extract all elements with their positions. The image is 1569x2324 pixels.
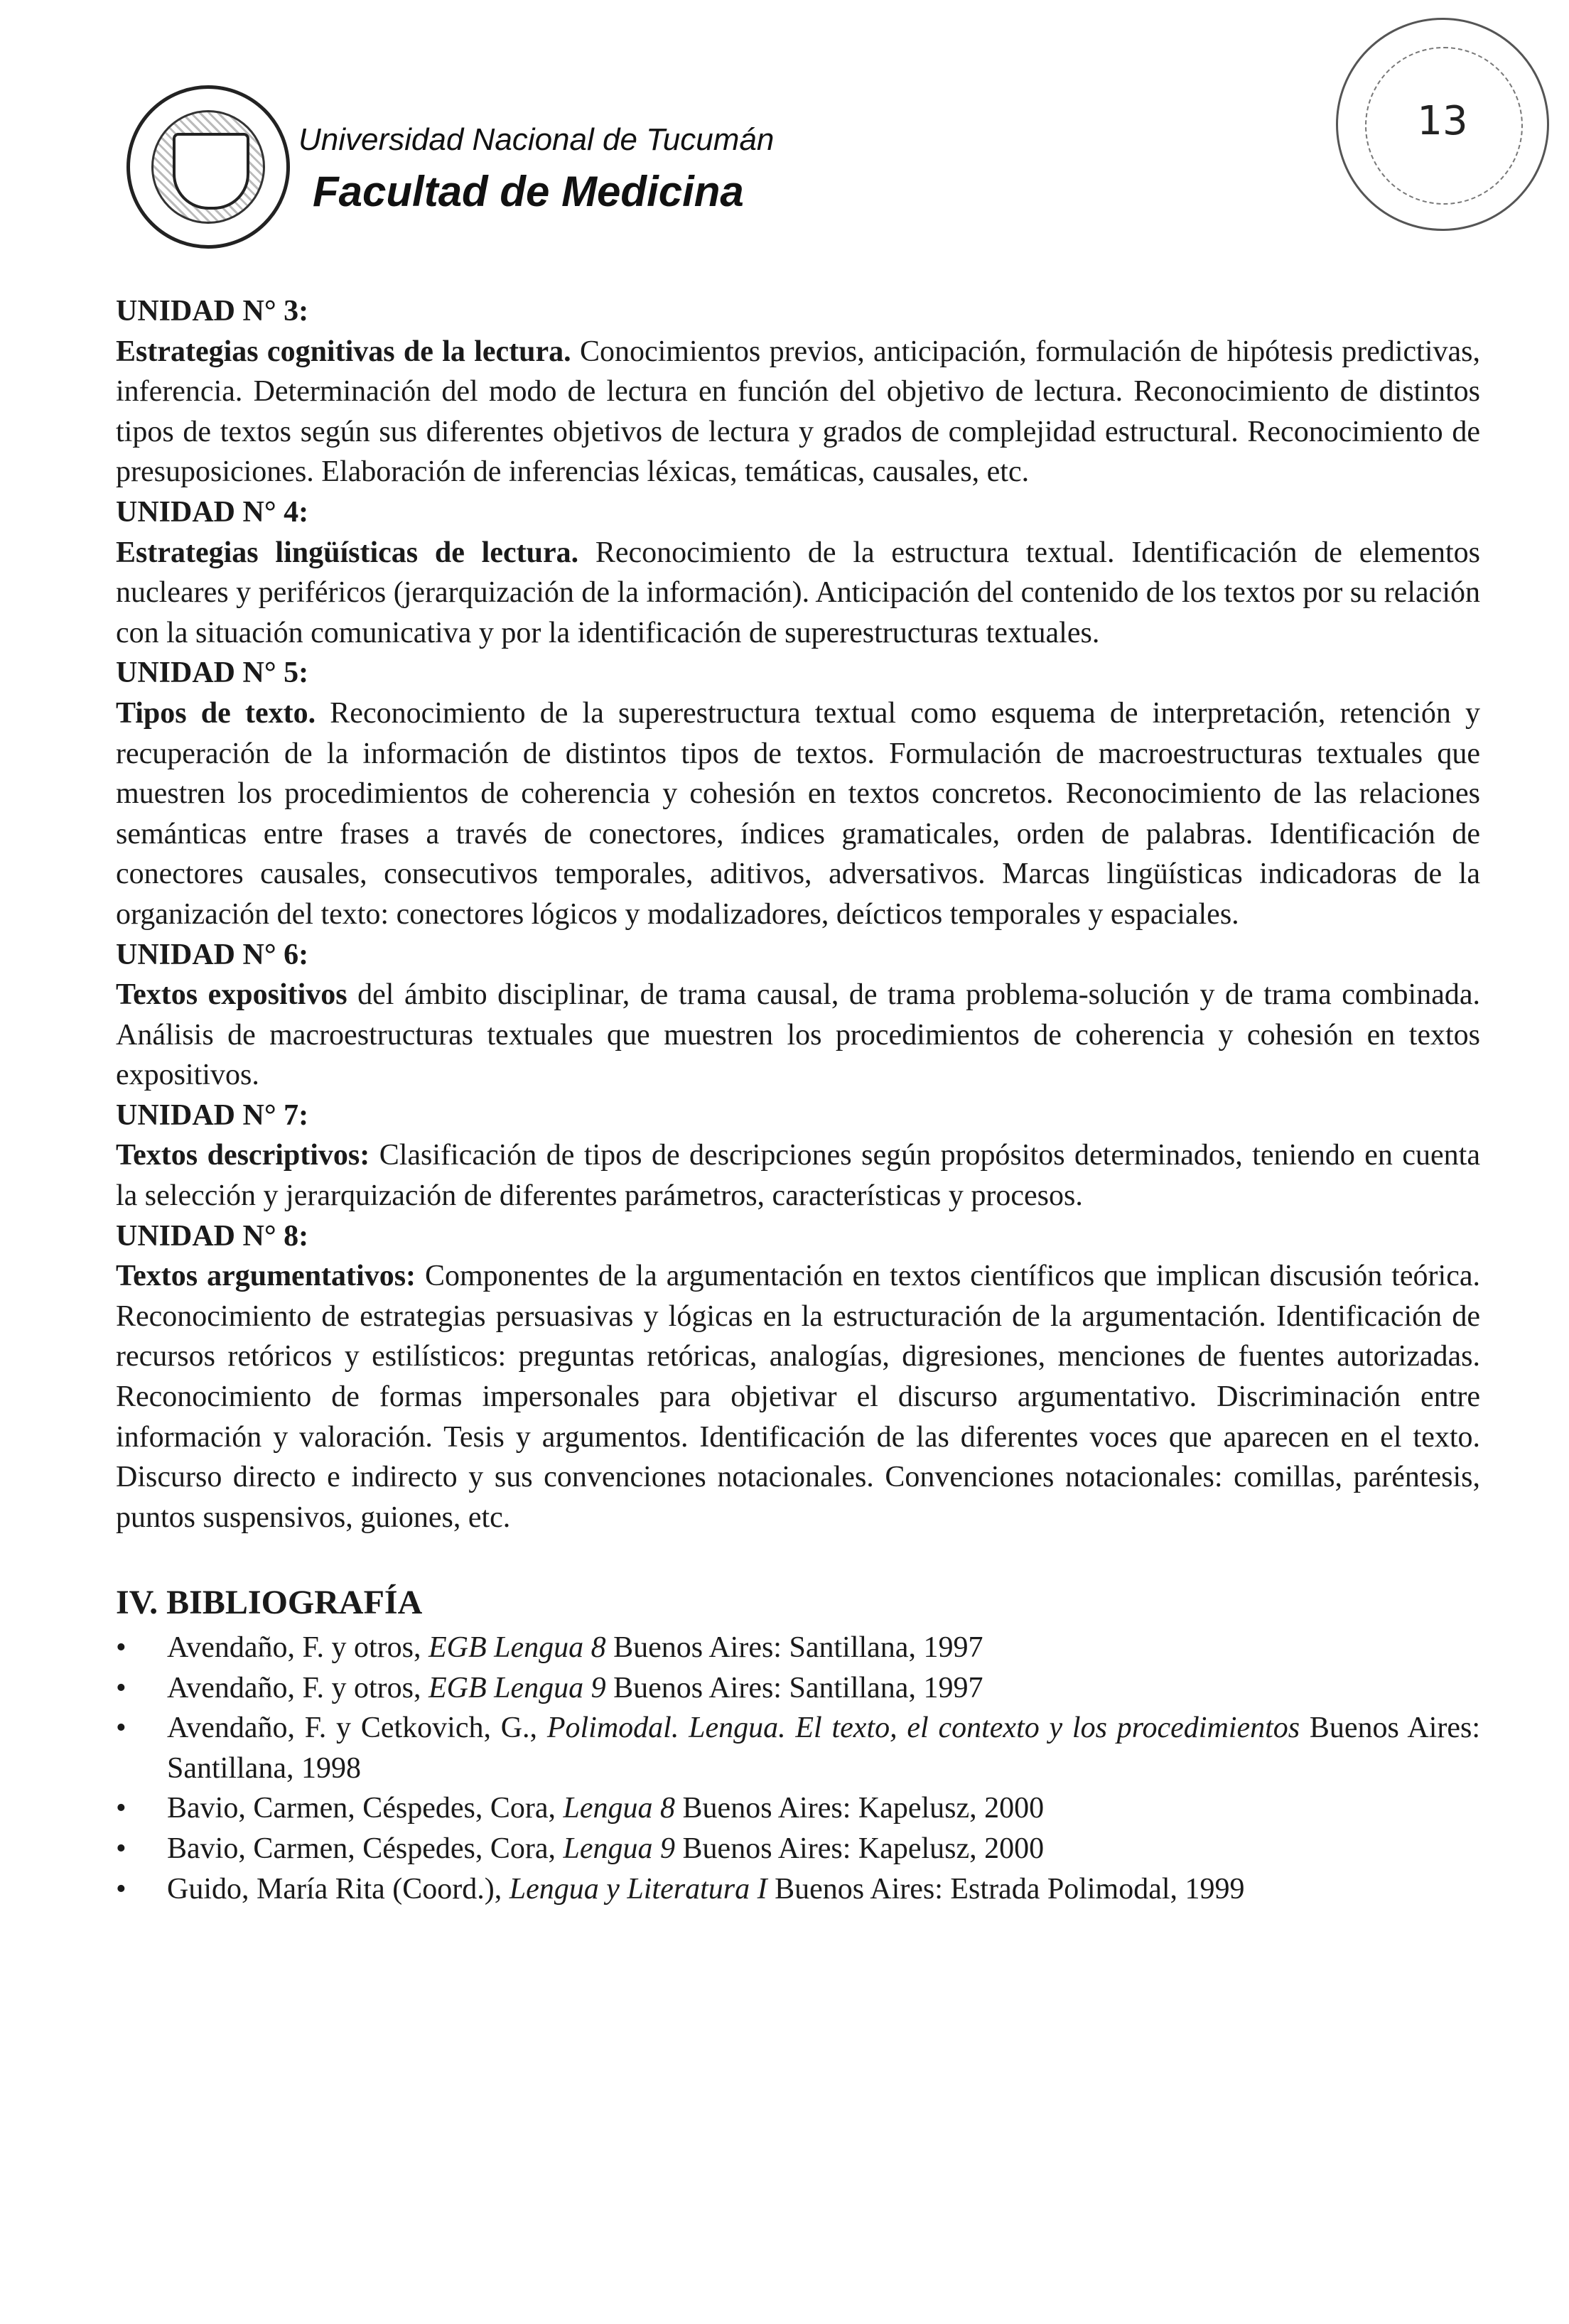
- bib-author: Bavio, Carmen, Céspedes, Cora,: [167, 1792, 564, 1825]
- unit-3-lead: Estrategias cognitivas de la lectura.: [116, 335, 571, 368]
- bibliography-item: [116, 1628, 1480, 1668]
- bibliography-title: IV. BIBLIOGRAFÍA: [116, 1584, 423, 1622]
- bib-author: Bavio, Carmen, Céspedes, Cora,: [167, 1832, 564, 1865]
- bib-author: Avendaño, F. y otros,: [167, 1671, 428, 1704]
- unit-3-paragraph: [116, 332, 1480, 492]
- bib-title: EGB Lengua 9: [428, 1671, 606, 1704]
- bib-author: Avendaño, F. y Cetkovich, G.,: [167, 1712, 547, 1745]
- bib-publisher: Buenos Aires: Kapelusz, 2000: [675, 1792, 1045, 1825]
- unit-8-body: Componentes de la argumentación en textos científicos que implican discusión teórica. Reconocimiento de estrategias persuasivas y lógicas en la estructuración de la argumentación. Identificación de recursos retóricos y estilísticos: preguntas retóricas, analogías, digresiones, menciones de fuentes autorizadas. Reconocimiento de formas impersonales para objetivar el discurso argumentativo. Discriminación entre información y valoración. Tesis y argumentos. Identificación de las diferentes voces que aparecen en el texto. Discurso directo e indirecto y sus convenciones notacionales. Convenciones notacionales: comillas, paréntesis, puntos suspensivos, guiones, etc.: [116, 1260, 1480, 1534]
- unit-5-paragraph: [116, 693, 1480, 935]
- unit-6-lead: Textos expositivos: [116, 978, 347, 1012]
- document-body: [116, 291, 1480, 1909]
- bib-title: Polimodal. Lengua. El texto, el contexto y los procedimientos: [546, 1712, 1300, 1745]
- bibliography-item: [116, 1869, 1480, 1910]
- unit-4-body: Reconocimiento de la estructura textual. Identificación de elementos nucleares y periféricos (jerarquización de la información). Anticipación del contenido de los textos por su relación con la situación comunicativa y por la identificación de superestructuras textuales.: [116, 536, 1481, 649]
- bib-title: EGB Lengua 8: [428, 1631, 606, 1664]
- unit-8-lead: Textos argumentativos:: [116, 1260, 416, 1293]
- bib-publisher: Buenos Aires: Estrada Polimodal, 1999: [767, 1872, 1245, 1906]
- university-seal-logo: [126, 85, 290, 249]
- page-header: [0, 0, 1569, 270]
- unit-4-paragraph: [116, 533, 1480, 654]
- bibliography-item: [116, 1708, 1480, 1788]
- bib-author: Guido, María Rita (Coord.),: [167, 1872, 509, 1906]
- registry-stamp: [1336, 18, 1549, 231]
- bibliography-item: [116, 1668, 1480, 1709]
- unit-8-heading: UNIDAD N° 8:: [116, 1219, 309, 1253]
- unit-5-heading: UNIDAD N° 5:: [116, 656, 309, 690]
- bib-title: Lengua 8: [563, 1792, 676, 1825]
- bib-author: Avendaño, F. y otros,: [167, 1631, 428, 1664]
- unit-3-heading: UNIDAD N° 3:: [116, 295, 309, 328]
- unit-5-lead: Tipos de texto.: [116, 696, 316, 730]
- unit-6-paragraph: [116, 975, 1480, 1096]
- unit-8-paragraph: [116, 1256, 1480, 1537]
- bib-title: Lengua y Literatura I: [509, 1872, 767, 1906]
- bibliography-item: [116, 1788, 1480, 1829]
- university-name: Universidad Nacional de Tucumán: [298, 122, 775, 157]
- unit-6-heading: UNIDAD N° 6:: [116, 938, 309, 971]
- unit-4-lead: Estrategias lingüísticas de lectura.: [116, 536, 579, 569]
- unit-5-body: Reconocimiento de la superestructura textual como esquema de interpretación, retención y recuperación de la información de distintos tipos de textos. Formulación de macroestructuras textuales que muestren los procedimientos de coherencia y cohesión en textos concretos. Reconocimiento de las relaciones semánticas entre frases a través de conectores, índices gramaticales, orden de palabras. Identificación de conectores causales, consecutivos temporales, aditivos, adversativos. Marcas lingüísticas indicadoras de la organización del texto: conectores lógicos y modalizadores, deícticos temporales y espaciales.: [116, 696, 1480, 931]
- unit-7-body: Clasificación de tipos de descripciones según propósitos determinados, teniendo en cuenta la selección y jerarquización de diferentes parámetros, características y procesos.: [116, 1139, 1480, 1213]
- bib-publisher: Buenos Aires: Santillana, 1997: [605, 1671, 983, 1704]
- bib-title: Lengua 9: [563, 1832, 676, 1865]
- faculty-name: Facultad de Medicina: [313, 168, 744, 215]
- bibliography-list: [116, 1628, 1480, 1909]
- unit-7-lead: Textos descriptivos:: [116, 1139, 370, 1172]
- bib-publisher: Buenos Aires: Santillana, 1997: [605, 1631, 983, 1664]
- unit-7-heading: UNIDAD N° 7:: [116, 1098, 309, 1132]
- unit-3-body: Conocimientos previos, anticipación, formulación de hipótesis predictivas, inferencia. Determinación del modo de lectura en función del objetivo de lectura. Reconocimiento de distintos tipos de textos según sus diferentes objetivos de lectura y grados de complejidad estructural. Reconocimiento de presuposiciones. Elaboración de inferencias léxicas, temáticas, causales, etc.: [116, 335, 1480, 489]
- unit-4-heading: UNIDAD N° 4:: [116, 495, 309, 529]
- unit-7-paragraph: [116, 1135, 1480, 1216]
- unit-6-body: del ámbito disciplinar, de trama causal, de trama problema-solución y de trama combinada. Análisis de macroestructuras textuales que muestren los procedimientos de coherencia y cohesión en textos expositivos.: [116, 978, 1480, 1092]
- bib-publisher: Buenos Aires: Kapelusz, 2000: [675, 1832, 1045, 1865]
- bibliography-item: [116, 1829, 1480, 1869]
- seal-shield-icon: [173, 133, 249, 210]
- stamp-page-number: 13: [1417, 98, 1468, 144]
- bib-publisher: Buenos Aires: Santillana, 1998: [167, 1712, 1481, 1785]
